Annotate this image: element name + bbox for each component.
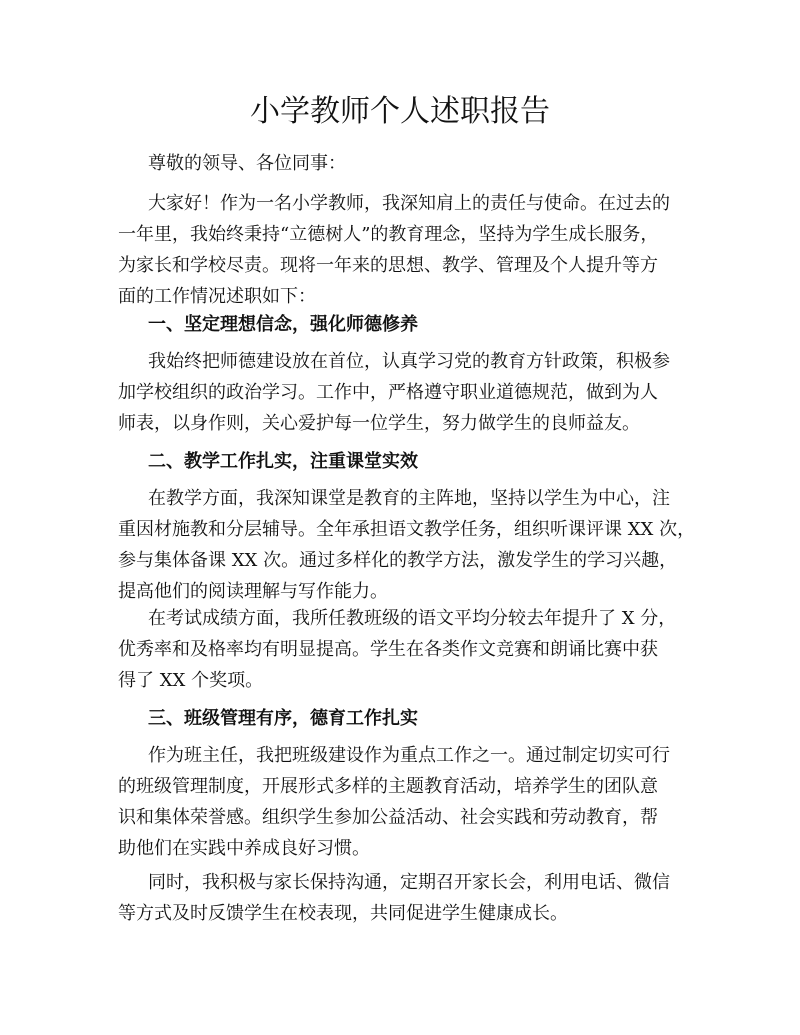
section-2-paragraph-1 xyxy=(118,483,698,607)
section-3-paragraph-1 xyxy=(118,740,698,864)
paragraph-line: 重因材施教和分层辅导。全年承担语文教学任务，组织听课评课 XX 次， xyxy=(118,519,696,540)
paragraph-line: 在考试成绩方面，我所任教班级的语文平均分较去年提升了 X 分， xyxy=(148,608,677,629)
intro-line: 一年里，我始终秉持“立德树人”的教育理念，坚持为学生成长服务， xyxy=(118,224,659,245)
paragraph-line: 得了 XX 个奖项。 xyxy=(118,670,264,691)
section-heading-3: 三、班级管理有序，德育工作扎实 xyxy=(148,708,418,729)
intro-line: 为家长和学校尽责。现将一年来的思想、教学、管理及个人提升等方 xyxy=(118,255,658,276)
paragraph-line: 识和集体荣誉感。组织学生参加公益活动、社会实践和劳动教育，帮 xyxy=(118,807,658,828)
paragraph-line: 同时，我积极与家长保持沟通，定期召开家长会，利用电话、微信 xyxy=(148,872,670,893)
paragraph-line: 提高他们的阅读理解与写作能力。 xyxy=(118,581,388,602)
section-heading-2: 二、教学工作扎实，注重课堂实效 xyxy=(148,451,418,472)
paragraph-line: 优秀率和及格率均有明显提高。学生在各类作文竞赛和朗诵比赛中获 xyxy=(118,639,658,660)
paragraph-line: 加学校组织的政治学习。工作中，严格遵守职业道德规范，做到为人 xyxy=(118,382,658,403)
paragraph-line: 作为班主任，我把班级建设作为重点工作之一。通过制定切实可行 xyxy=(148,745,670,766)
section-2-paragraph-2 xyxy=(118,603,698,696)
intro-line: 大家好！作为一名小学教师，我深知肩上的责任与使命。在过去的 xyxy=(148,193,670,214)
paragraph-line: 师表，以身作则，关心爱护每一位学生，努力做学生的良师益友。 xyxy=(118,413,640,434)
paragraph-line: 参与集体备课 XX 次。通过多样化的教学方法，激发学生的学习兴趣， xyxy=(118,550,678,571)
paragraph-line: 在教学方面，我深知课堂是教育的主阵地，坚持以学生为中心，注 xyxy=(148,488,670,509)
intro-paragraph xyxy=(118,188,698,312)
paragraph-line: 我始终把师德建设放在首位，认真学习党的教育方针政策，积极参 xyxy=(148,351,670,372)
salutation: 尊敬的领导、各位同事： xyxy=(148,153,346,174)
section-heading-1: 一、坚定理想信念，强化师德修养 xyxy=(148,314,418,335)
document-title: 小学教师个人述职报告 xyxy=(250,94,550,129)
paragraph-line: 等方式及时反馈学生在校表现，共同促进学生健康成长。 xyxy=(118,903,568,924)
section-3-paragraph-2 xyxy=(118,867,698,929)
paragraph-line: 的班级管理制度，开展形式多样的主题教育活动，培养学生的团队意 xyxy=(118,776,658,797)
intro-line: 面的工作情况述职如下： xyxy=(118,286,316,307)
paragraph-line: 助他们在实践中养成良好习惯。 xyxy=(118,838,370,859)
section-1-paragraph-1 xyxy=(118,346,698,439)
